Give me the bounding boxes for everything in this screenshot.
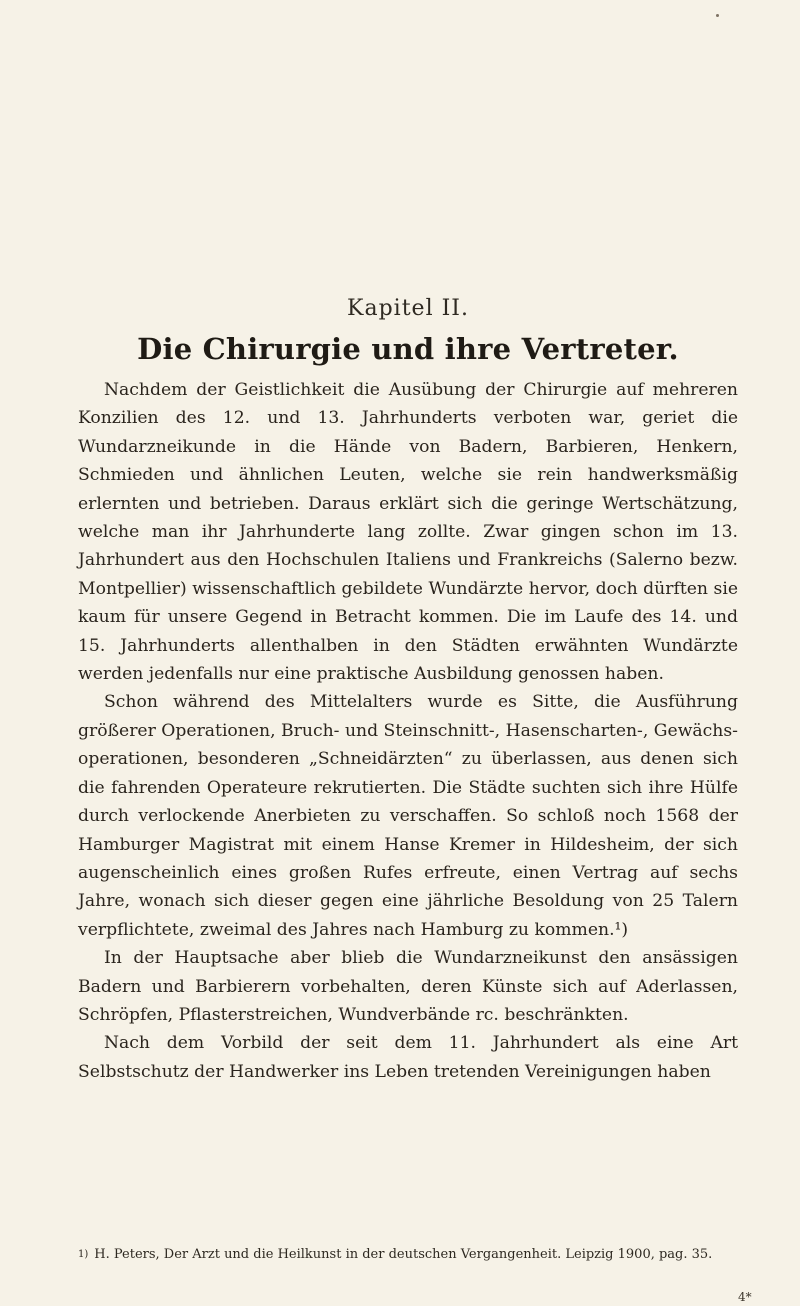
book-page	[78, 0, 752, 1306]
paragraph: In der Hauptsache aber blieb die Wundarzneikunst den ansässigen Badern und Barbierern vorbehalten, deren Künste sich auf Aderlassen, Schröpfen, Pflasterstreichen, Wundverbände rc. beschränkten.	[78, 948, 738, 1025]
chapter-title: Die Chirurgie und ihre Vertreter.	[137, 332, 679, 366]
footnote-marker: 1)	[78, 1249, 89, 1260]
body-text	[78, 376, 738, 1086]
footnote	[78, 1246, 738, 1264]
chapter-label: Kapitel II.	[347, 296, 469, 321]
paragraph: Schon während des Mittelalters wurde es Sitte, die Ausführung größerer Operationen, Bruch- und Steinschnitt-, Hasenscharten-, Gewächs-operationen, besonderen „Schneidärzten“ zu überlassen, aus denen sich die fahrenden Operateure rekrutierten. Die Städte suchten sich ihre Hülfe durch verlockende Anerbieten zu verschaffen. So schloß noch 1568 der Hamburger Magistrat mit einem Hanse Kremer in Hildesheim, der sich augenscheinlich eines großen Rufes erfreute, einen Vertrag auf sechs Jahre, wonach sich dieser gegen eine jährliche Besoldung von 25 Talern verpflichtete, zweimal des Jahres nach Hamburg zu kommen.¹)	[78, 692, 738, 940]
signature-mark: 4*	[738, 1290, 752, 1304]
paragraph: Nach dem Vorbild der seit dem 11. Jahrhundert als eine Art Selbstschutz der Handwerker ins Leben tretenden Vereinigungen haben	[78, 1033, 738, 1082]
paragraph: Nachdem der Geistlichkeit die Ausübung der Chirurgie auf mehreren Konzilien des 12. und 13. Jahrhunderts verboten war, geriet die Wundarzneikunde in die Hände von Badern, Barbieren, Henkern, Schmieden und ähnlichen Leuten, welche sie rein handwerksmäßig erlernten und betrieben. Daraus erklärt sich die geringe Wertschätzung, welche man ihr Jahrhunderte lang zollte. Zwar gingen schon im 13. Jahrhundert aus den Hochschulen Italiens und Frankreichs (Salerno bezw. Montpellier) wissenschaftlich gebildete Wundärzte hervor, doch dürften sie kaum für unsere Gegend in Betracht kommen. Die im Laufe des 14. und 15. Jahrhunderts allenthalben in den Städten erwähnten Wundärzte werden jedenfalls nur eine praktische Ausbildung genossen haben.	[78, 380, 738, 685]
footnote-text: H. Peters, Der Arzt und die Heilkunst in der deutschen Vergangenheit. Leipzig 1900, pag. 35.	[94, 1247, 713, 1262]
